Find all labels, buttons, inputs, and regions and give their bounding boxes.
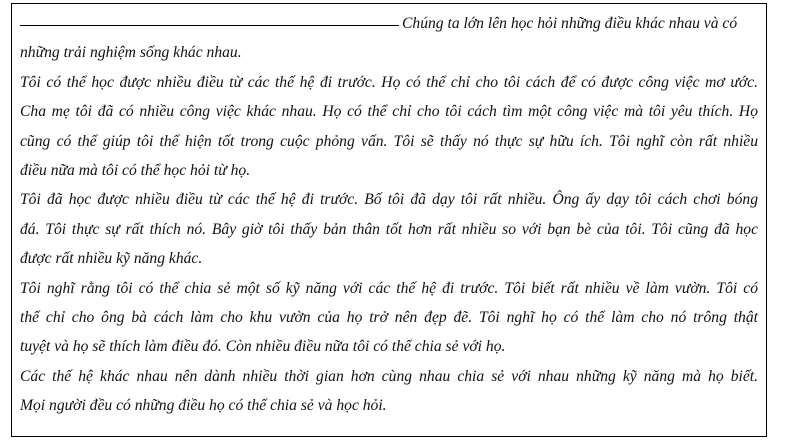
text-line: được rất nhiều kỹ năng khác.	[20, 250, 203, 268]
paragraph-conclusion	[20, 362, 758, 421]
paragraph-intro	[20, 9, 758, 68]
text-line: Tôi có thể học được nhiều điều từ các thế hệ đi trước. Họ có thể chỉ cho tôi cách để có được công việc mơ ước.	[20, 73, 758, 91]
fill-in-blank	[20, 25, 399, 26]
text-line: Các thế hệ khác nhau nên dành nhiều thời gian hơn cùng nhau chia sẻ với nhau những kỹ năng mà họ biết.	[20, 367, 758, 385]
paragraph-learn-from-elders	[20, 68, 758, 186]
text-line: Cha mẹ tôi đã có nhiều công việc khác nhau. Họ có thể chỉ cho tôi cách tìm một công việc mà tôi yêu thích. Họ	[20, 103, 758, 121]
text-line: đá. Tôi thực sự rất thích nó. Bây giờ tôi thấy bản thân tốt hơn rất nhiều so với bạn bè của tôi. Tôi cũng đã học	[20, 220, 758, 238]
paragraph-share-skills	[20, 274, 758, 362]
text-line: cũng có thể giúp tôi thể hiện tốt trong cuộc phỏng vấn. Tôi sẽ thấy nó thực sự hữu ích. Tôi nghĩ còn rất nhiều	[20, 132, 758, 150]
text-line	[20, 9, 758, 38]
text-line: Mọi người đều có những điều họ có thể chia sẻ và học hỏi.	[20, 397, 387, 415]
text-line: Tôi nghĩ rằng tôi có thể chia sẻ một số kỹ năng với các thế hệ đi trước. Tôi biết rất nhiều về làm vườn. Tôi có	[20, 279, 758, 297]
text-line: điều nữa mà tôi có thể học hỏi từ họ.	[20, 161, 251, 179]
intro-sentence: Chúng ta lớn lên học hỏi những điều khác nhau và có	[402, 15, 738, 32]
document-frame	[11, 3, 767, 437]
text-line: Tôi đã học được nhiều điều từ các thế hệ đi trước. Bố tôi đã dạy tôi rất nhiều. Ông ấy dạy tôi cách chơi bóng	[20, 191, 758, 209]
text-line: tuyệt và họ sẽ thích làm điều đó. Còn nhiều điều nữa tôi có thể chia sẻ với họ.	[20, 338, 506, 356]
text-line: thể chỉ cho ông bà cách làm cho khu vườn của họ trở nên đẹp đẽ. Tôi nghĩ họ có thể làm cho nó trông thật	[20, 308, 758, 326]
paragraph-learned-from-father	[20, 185, 758, 273]
text-line: những trải nghiệm sống khác nhau.	[20, 44, 242, 62]
